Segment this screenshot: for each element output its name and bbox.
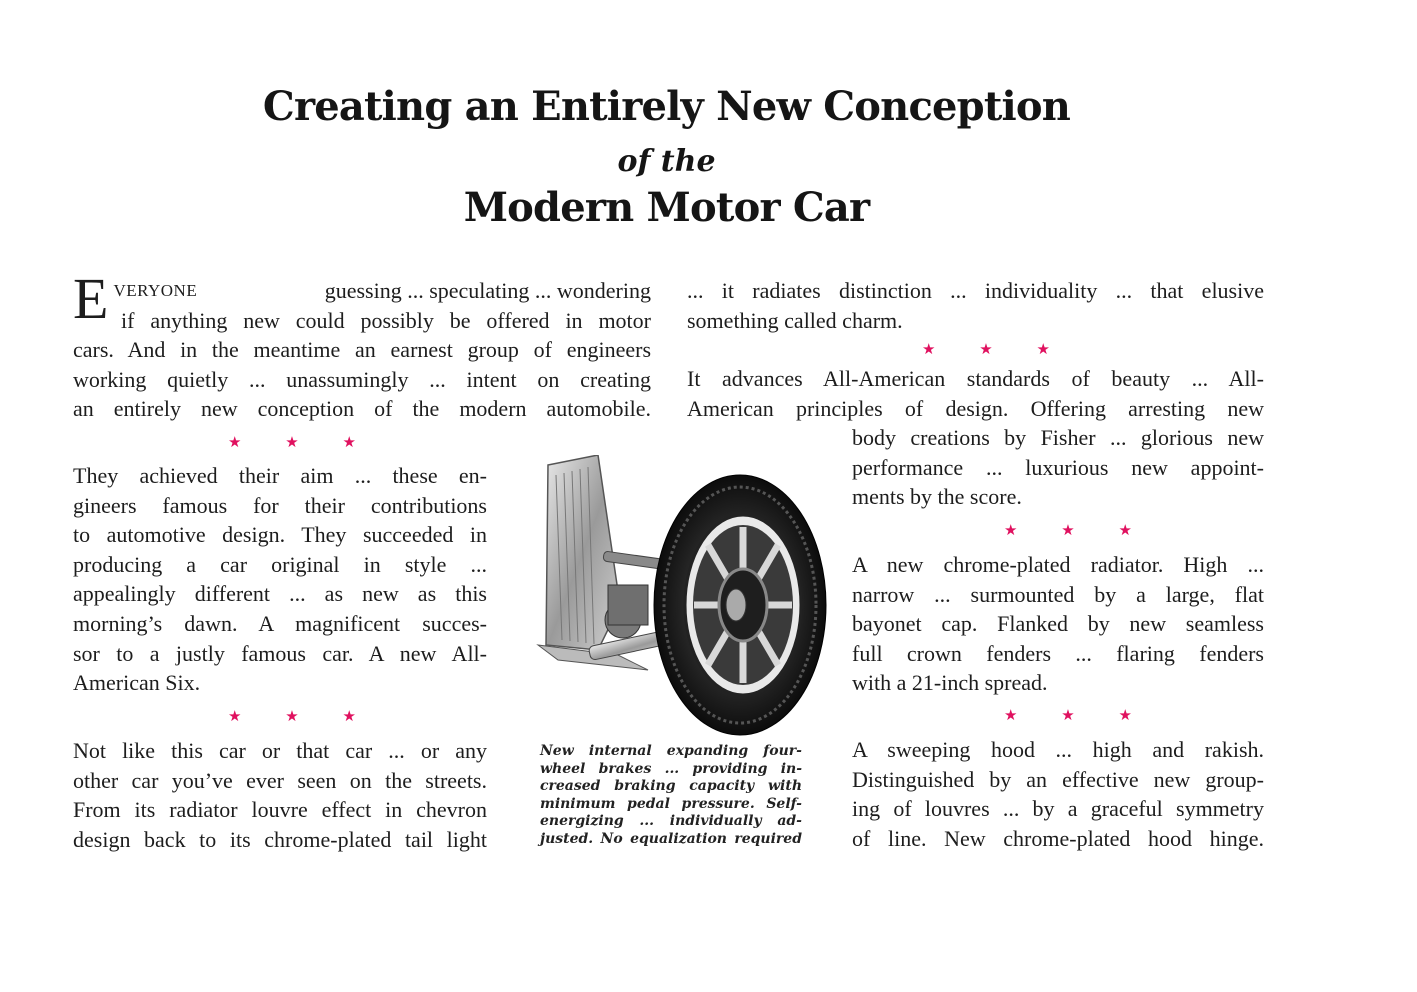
text-line: ... it radiates distinction ... individuality ... that elusive: [687, 278, 1264, 303]
text-line: working quietly ... unassumingly ... intent on creating: [73, 366, 651, 392]
caption-line: energizing ... individually ad-: [540, 813, 802, 829]
headline-line-3: Modern Motor Car: [463, 184, 870, 231]
text-line: appealingly different ... as new as this: [73, 581, 487, 607]
illustration-caption: [540, 743, 802, 848]
text-line: American principles of design. Offering arresting new: [687, 395, 1264, 421]
star-icon: ★: [979, 340, 993, 358]
star-icon: ★: [228, 433, 242, 451]
text-line: producing a car original in style ...: [73, 551, 487, 577]
text-line: bayonet cap. Flanked by new seamless: [852, 611, 1264, 637]
text-line: narrow ... surmounted by a large, flat: [852, 581, 1264, 607]
intro-paragraph: [73, 266, 651, 424]
text-line: with a 21-inch spread.: [852, 670, 1048, 696]
caption-line: minimum pedal pressure. Self-: [540, 795, 802, 812]
text-line: American Six.: [73, 670, 201, 696]
distinction-paragraph: [687, 276, 1264, 335]
text-line: It advances All-American standards of beauty ... All-: [687, 366, 1264, 391]
text-line: ing of louvres ... by a graceful symmetry: [852, 796, 1264, 822]
star-icon: ★: [1004, 706, 1018, 724]
text-line: design back to its chrome-plated tail light: [73, 826, 487, 852]
star-icon: ★: [342, 707, 356, 725]
text-line: guessing ... speculating ... wondering: [324, 278, 651, 303]
star-ornament: [228, 433, 356, 451]
text-line: an entirely new conception of the modern automobile.: [73, 396, 651, 422]
star-icon: ★: [1061, 521, 1075, 539]
star-icon: ★: [1118, 521, 1132, 539]
text-line: of line. New chrome-plated hood hinge.: [852, 825, 1264, 851]
star-icon: ★: [228, 707, 242, 725]
star-ornament: [922, 340, 1050, 358]
text-line: A new chrome-plated radiator. High ...: [852, 552, 1264, 577]
text-line: cars. And in the meantime an earnest group of engineers: [73, 337, 651, 363]
achievement-paragraph: [73, 461, 487, 698]
headline-line-2: of the: [617, 144, 716, 179]
text-line: They achieved their aim ... these en-: [73, 463, 487, 488]
star-icon: ★: [1036, 340, 1050, 358]
text-line: to automotive design. They succeeded in: [73, 522, 487, 548]
star-ornament: [1004, 521, 1132, 539]
star-icon: ★: [922, 340, 936, 358]
text-line: performance ... luxurious new appoint-: [852, 454, 1264, 480]
caption-line: justed. No equalization required: [540, 830, 802, 847]
star-icon: ★: [342, 433, 356, 451]
star-icon: ★: [1004, 521, 1018, 539]
caption-line: creased braking capacity with: [540, 778, 802, 794]
standards-paragraph: [687, 364, 1264, 512]
text-line: ments by the score.: [852, 484, 1022, 510]
star-ornament: [1004, 706, 1132, 724]
caption-line: wheel brakes ... providing in-: [540, 760, 802, 777]
text-line: A sweeping hood ... high and rakish.: [852, 737, 1264, 762]
text-line: Distinguished by an effective new group-: [852, 766, 1264, 792]
small-caps-word: VERYONE: [113, 281, 198, 300]
text-line: sor to a justly famous car. A new All-: [73, 640, 487, 666]
text-line: something called charm.: [687, 307, 903, 333]
drop-cap: E: [73, 266, 109, 331]
text-line: body creations by Fisher ... glorious new: [852, 425, 1264, 451]
text-line: Not like this car or that car ... or any: [73, 738, 487, 763]
comparison-paragraph: [73, 736, 487, 854]
text-line: gineers famous for their contributions: [73, 492, 487, 518]
radiator-paragraph: [852, 550, 1264, 698]
text-line: full crown fenders ... flaring fenders: [852, 640, 1264, 666]
text-line: other car you’ve ever seen on the streets.: [73, 767, 487, 793]
headline-line-1: Creating an Entirely New Conception: [262, 83, 1071, 130]
star-icon: ★: [1061, 706, 1075, 724]
star-icon: ★: [1118, 706, 1132, 724]
star-icon: ★: [285, 707, 299, 725]
text-line: morning’s dawn. A magnificent succes-: [73, 610, 487, 636]
star-icon: ★: [285, 433, 299, 451]
caption-line: New internal expanding four-: [540, 743, 802, 759]
star-ornament: [228, 707, 356, 725]
text-line: From its radiator louvre effect in chevron: [73, 797, 487, 823]
hood-paragraph: [852, 735, 1264, 853]
text-line: if anything new could possibly be offered in motor: [121, 307, 651, 333]
